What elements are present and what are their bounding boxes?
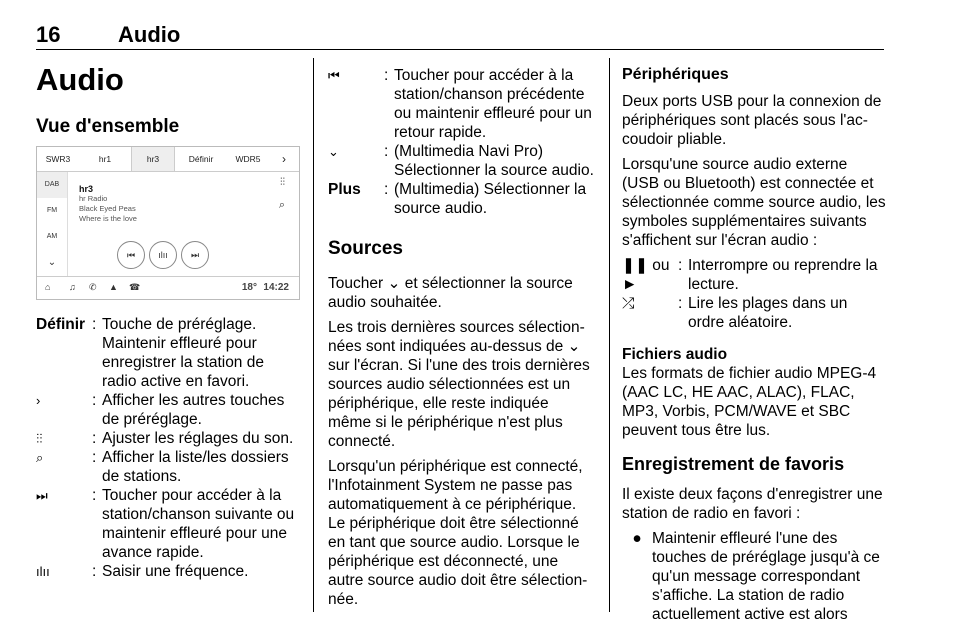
skip-forward-icon: ⏭ — [36, 488, 48, 503]
definition-row: ⫶⫶ : Ajuster les réglages du son. — [36, 429, 298, 448]
home-icon: ⌂ — [45, 282, 51, 292]
search-list-icon: ⌕ — [278, 199, 285, 211]
column-2 — [328, 66, 594, 609]
call-icon: ☎ — [129, 282, 141, 292]
clock: 14:22 — [263, 282, 289, 293]
definition-row: Définir : Touche de préréglage. Maintenir effleuré pour enregistrer la station de radio active en favori. — [36, 315, 298, 391]
sources-heading: Sources — [328, 238, 403, 259]
frequency-icon: ılıı — [36, 564, 50, 579]
skip-forward-icon: ⏭ — [181, 241, 209, 269]
page-number: 16 — [36, 22, 61, 47]
preset-tabs — [37, 147, 299, 172]
definition-row: › : Afficher les autres touches de préréglage. — [36, 391, 298, 429]
info-line: hr Radio — [79, 194, 108, 203]
status-bar — [37, 276, 299, 300]
frequency-icon: ılıı — [149, 241, 177, 269]
chevron-right-icon: › — [36, 393, 41, 408]
definition-text: Toucher pour accéder à la station/chanson précédente ou maintenir effleuré pour un retour rapide. — [394, 67, 592, 141]
paragraph: Lorsqu'une source audio externe (USB ou Bluetooth) est connectée et sélectionnée comme source audio, les symboles supplémentaires suivants s'affichent sur l'écran audio : — [622, 156, 886, 249]
info-line: Black Eyed Peas — [79, 204, 136, 213]
shuffle-icon: ⤮ — [622, 295, 635, 312]
chevron-right-icon: › — [282, 152, 286, 166]
station-info — [79, 184, 137, 224]
definition-row: ⤮ : Lire les plages dans un ordre aléatoire. — [622, 294, 886, 332]
phone-icon: ✆ — [89, 282, 97, 292]
music-icon: ♫ — [69, 282, 76, 292]
column-divider-1 — [313, 58, 314, 612]
definition-text: (Multimedia Navi Pro) Sélectionner la source audio. — [394, 143, 594, 179]
chevron-down-icon: ⌄ — [328, 144, 339, 159]
search-list-icon: ⌕ — [36, 450, 44, 465]
peripherals-heading: Périphériques — [622, 66, 729, 83]
chapter-title: Audio — [118, 22, 181, 47]
preset-tab: Définir — [188, 154, 214, 164]
paragraph: Toucher ⌄ et sélectionner la source audio souhaitée. — [328, 275, 573, 311]
definition-text: Afficher la liste/les dossiers de stations. — [102, 449, 289, 485]
preset-tab: SWR3 — [45, 154, 71, 164]
skip-back-icon: ⏮ — [117, 241, 145, 269]
column-1 — [36, 62, 298, 138]
paragraph: Lorsqu'un périphérique est connecté, l'Infotainment System ne passe pas automatiquement à ce périphérique. Le périphérique doit être sélectionné en tant que source audio. Lorsque le périphérique est déconnecté, une autre source audio doit être sélection-née. — [328, 458, 588, 608]
nav-icon: ▲ — [109, 282, 118, 292]
band-list — [37, 172, 68, 276]
header-rule — [36, 49, 884, 50]
paragraph: Deux ports USB pour la connexion de périphériques sont placés sous l'ac-coudoir pliable. — [622, 93, 882, 148]
definition-row: ❚❚ ou ► : Interrompre ou reprendre la lecture. — [622, 256, 886, 294]
column-divider-2 — [609, 58, 610, 612]
preset-tab: hr3 — [131, 147, 175, 171]
infotainment-screen-image — [36, 146, 300, 300]
temperature: 18° — [241, 282, 257, 293]
definition-text: Lire les plages dans un ordre aléatoire. — [688, 295, 848, 331]
favorites-heading: Enregistrement de favoris — [622, 454, 845, 474]
preset-tab: hr1 — [98, 154, 112, 164]
info-line: Where is the love — [79, 214, 137, 223]
column-3 — [622, 66, 886, 624]
definition-text: (Multimedia) Sélectionner la source audio. — [394, 181, 587, 217]
paragraph: Les trois dernières sources sélection-nées sont indiquées au-dessus de ⌄ sur l'écran. Si l'une des trois dernières sources audio sélectionnées est un périphérique, elle reste indiquée même si le périphérique n'est plus connecté. — [328, 319, 590, 450]
definition-text: Toucher pour accéder à la station/chanson suivante ou maintenir effleuré pour une avance rapide. — [102, 487, 295, 561]
definition-row: ⏮ : Toucher pour accéder à la station/chanson précédente ou maintenir effleuré pour un retour rapide. — [328, 66, 594, 142]
band-item: AM — [46, 233, 58, 240]
band-item: DAB — [37, 172, 67, 198]
pause-play-icon: ❚❚ ou ► — [622, 257, 670, 293]
definition-list-1 — [36, 315, 298, 581]
term-definir: Définir — [36, 316, 86, 333]
definition-list-3 — [622, 256, 886, 332]
bullet-dot: ● — [632, 530, 642, 547]
skip-back-icon: ⏮ — [328, 68, 340, 83]
definition-row: ⌕ : Afficher la liste/les dossiers de stations. — [36, 448, 298, 486]
bullet-text: Maintenir effleuré l'une des touches de préréglage jusqu'à ce qu'un message correspondant s'affiche. La station de radio actuellement active est alors — [652, 530, 880, 623]
preset-tab: WDR5 — [235, 154, 261, 164]
definition-text: Afficher les autres touches de préréglage. — [102, 392, 285, 428]
definition-row: Plus : (Multimedia) Sélectionner la source audio. — [328, 180, 594, 218]
equalizer-icon: ⫶⫶ — [36, 431, 43, 446]
definition-row: ılıı : Saisir une fréquence. — [36, 562, 298, 581]
definition-text: Interrompre ou reprendre la lecture. — [688, 257, 878, 293]
definition-text: Touche de préréglage. Maintenir effleuré pour enregistrer la station de radio active en favori. — [102, 316, 264, 390]
audio-files-heading: Fichiers audio — [622, 346, 728, 363]
equalizer-icon: ⫶⫶ — [280, 177, 285, 188]
chevron-down-icon: ⌄ — [47, 257, 57, 268]
bullet-item — [622, 529, 886, 624]
term-plus: Plus — [328, 181, 361, 198]
definition-text: Saisir une fréquence. — [102, 563, 249, 580]
definition-row: ⌄ : (Multimedia Navi Pro) Sélectionner la source audio. — [328, 143, 594, 179]
band-item: FM — [46, 207, 58, 214]
page-header — [36, 22, 180, 48]
subsection-title: Vue d'ensemble — [36, 116, 180, 137]
station-name: hr3 — [79, 184, 94, 194]
paragraph: Les formats de fichier audio MPEG-4 (AAC LC, HE AAC, ALAC), FLAC, MP3, Vorbis, PCM/WAVE et SBC peuvent tous être lus. — [622, 365, 877, 439]
definition-list-2 — [328, 66, 594, 218]
definition-text: Ajuster les réglages du son. — [102, 430, 294, 447]
paragraph: Il existe deux façons d'enregistrer une station de radio en favori : — [622, 486, 883, 522]
definition-row: ⏭ : Toucher pour accéder à la station/chanson suivante ou maintenir effleuré pour une avance rapide. — [36, 486, 298, 562]
section-title: Audio — [36, 62, 124, 97]
